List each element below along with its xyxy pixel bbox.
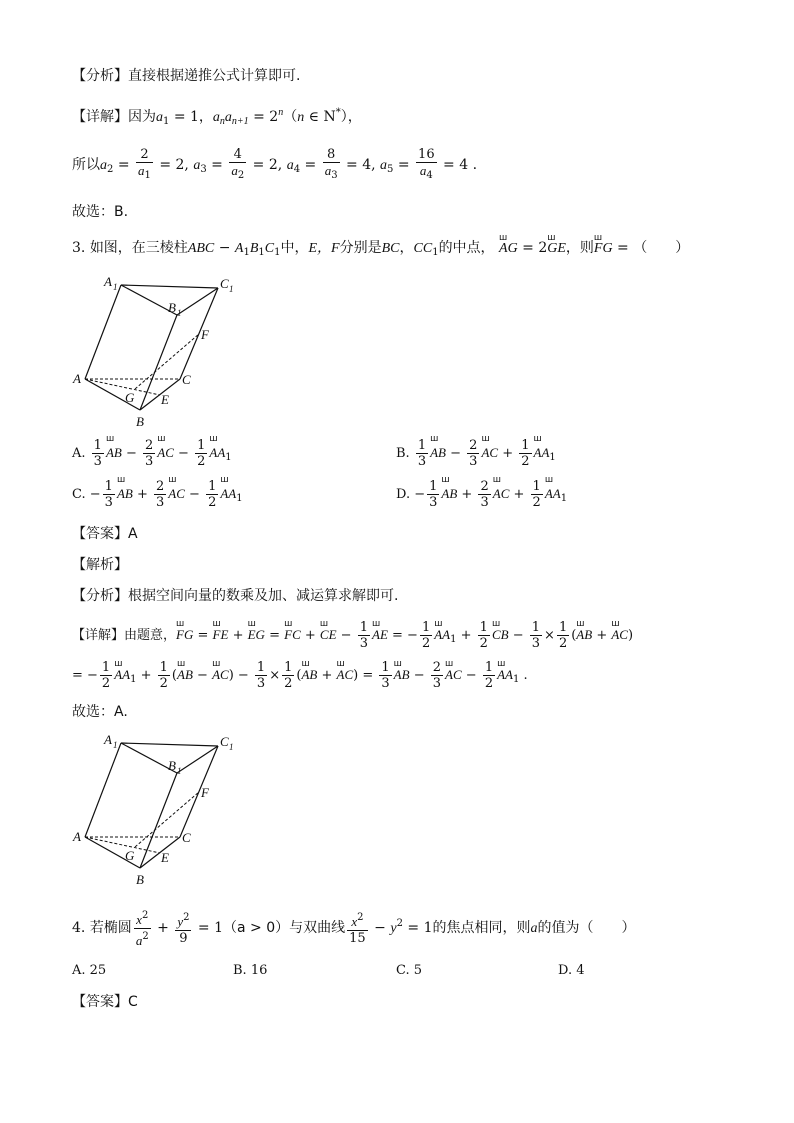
q3-number: 3.: [72, 240, 86, 256]
label-C: C: [182, 372, 191, 387]
choose-line-q2: 故选：B.: [72, 204, 129, 220]
q3-option-d[interactable]: D. − $\frac{1}{3}$ ш AB + $\frac{2}{3}$ ш AC + $\frac{1}{2}$ ш $AA_1$: [396, 479, 567, 510]
detail-line-q2: 【详解】因为$a_1 = 1$，$a_na_{n+1} = 2^n(n$ ∈ N*），: [72, 107, 362, 127]
q4-option-c[interactable]: C. 5: [396, 963, 423, 978]
label-A1: A: [104, 732, 112, 747]
choose-line-q3: 故选：A.: [72, 704, 128, 720]
analysis-tag: 【分析】: [72, 68, 128, 84]
q4-number: 4.: [72, 920, 86, 936]
detail-tag: 【详解】: [72, 109, 128, 125]
q3-option-a[interactable]: A. $\frac{1}{3}$ ш AB − $\frac{2}{3}$ ш AC − $\frac{1}{2}$ ш $AA_1$: [72, 438, 232, 469]
svg-text:1: 1: [229, 284, 234, 294]
detail-line-q3-2: = − $\frac{1}{2}$ ш $AA_1$ + $\frac{1}{2}$ (ш AB − ш AC) − $\frac{1}{3}$ × $\frac{1}{2}$ (ш AB + ш AC) = $\frac{1}{3}$ ш AB − $\frac{2}{3}$ ш AC − $\frac{1}{2}$ ш $AA_1$ .: [72, 656, 528, 694]
question-4: 4. 若椭圆 $\frac{x^2}{a^2}$ + $\frac{y^2}{9}$ = 1（a > 0）与双曲线 $\frac{x^2}{15}$ − $y^2 = 1$的焦点相同，则a的值为（ ）: [72, 909, 636, 948]
answer-value: C: [128, 994, 138, 1010]
label-F: F: [201, 327, 209, 342]
jiexi-line-q3: 【解析】: [72, 557, 128, 573]
derive-prefix: 所以: [72, 157, 100, 173]
answer-value: A: [128, 526, 138, 542]
answer-tag: 【答案】: [72, 526, 128, 542]
svg-text:1: 1: [177, 766, 182, 776]
label-B: B: [136, 872, 144, 887]
question-3: 3. 如图，在三棱柱ABC − $A_1B_1C_1$中，E，F分别是BC，$CC_1$的中点， ш AG = 2ш GE，则ш FG = （ ）: [72, 238, 689, 263]
derive-line-q2: 所以$a_2$ = $\frac{2}{a_1}$ = 2, $a_3$ = $\frac{4}{a_2}$ = 2, $a_4$ = $\frac{8}{a_3}$ = 4, $a_5$ = $\frac{16}{a_4}$ = 4 .: [72, 147, 478, 181]
label-C1: C: [220, 276, 229, 291]
label-A1: A: [104, 274, 112, 289]
label-G: G: [125, 390, 135, 405]
q4-option-b[interactable]: B. 16: [233, 963, 268, 978]
analysis-text: 根据空间向量的数乘及加、减运算求解即可.: [128, 588, 399, 604]
answer-line-q3: [72, 524, 138, 544]
analysis-line-q3: [72, 586, 398, 606]
prism-figure-1: [70, 272, 250, 432]
q4-option-d[interactable]: D. 4: [558, 963, 585, 978]
svg-text:1: 1: [113, 282, 118, 292]
detail-text: 因为: [128, 109, 156, 125]
label-F: F: [201, 785, 209, 800]
label-C1: C: [220, 734, 229, 749]
q3-text: 如图，在三棱柱: [89, 240, 188, 256]
analysis-line-q2: [72, 66, 300, 86]
answer-tag: 【答案】: [72, 994, 128, 1010]
analysis-text: 直接根据递推公式计算即可.: [128, 68, 301, 84]
answer-line-q4: [72, 992, 138, 1012]
label-G: G: [125, 848, 135, 863]
label-B1: B: [168, 300, 176, 315]
label-A: A: [73, 371, 81, 386]
label-B: B: [136, 414, 144, 429]
q3-option-b[interactable]: B. $\frac{1}{3}$ ш AB − $\frac{2}{3}$ ш AC + $\frac{1}{2}$ ш $AA_1$: [396, 438, 556, 469]
label-C: C: [182, 830, 191, 845]
detail-line-q3-1: 【详解】由题意，ш FG = ш FE + ш EG = ш FC + ш CE − $\frac{1}{3}$ ш AE = − $\frac{1}{2}$ ш $AA_1$ + $\frac{1}{2}$ ш CB − $\frac{1}{3}$ × $\frac{1}{2}$ (ш AB + ш AC): [72, 616, 633, 654]
label-A: A: [73, 829, 81, 844]
svg-text:1: 1: [113, 740, 118, 750]
label-E: E: [161, 392, 169, 407]
svg-text:1: 1: [177, 308, 182, 318]
analysis-tag: 【分析】: [72, 588, 128, 604]
label-B1: B: [168, 758, 176, 773]
svg-text:1: 1: [229, 742, 234, 752]
detail-tag: 【详解】: [72, 628, 125, 643]
q3-option-c[interactable]: C. − $\frac{1}{3}$ ш AB + $\frac{2}{3}$ ш AC − $\frac{1}{2}$ ш $AA_1$: [72, 479, 243, 510]
prism-figure-2: [70, 730, 250, 890]
label-E: E: [161, 850, 169, 865]
q4-option-a[interactable]: A. 25: [72, 963, 107, 978]
